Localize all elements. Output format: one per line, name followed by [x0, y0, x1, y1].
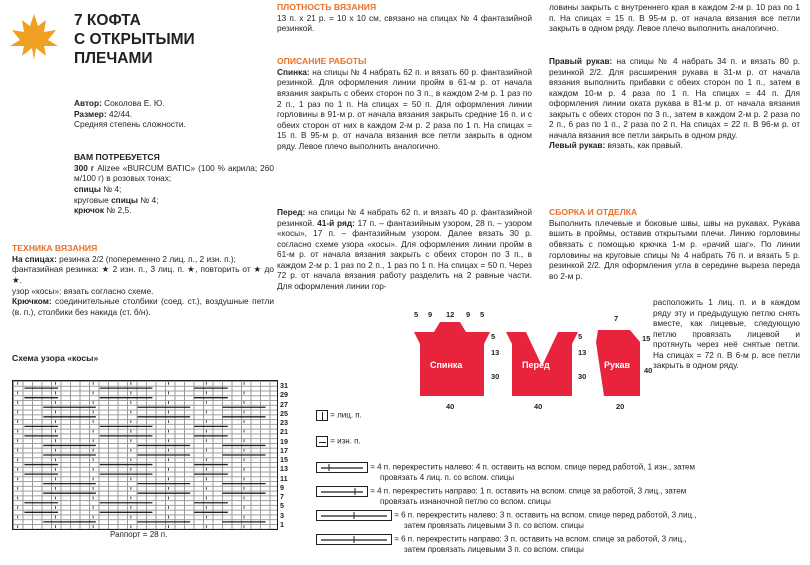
- front-dim-side-0: 5: [578, 332, 583, 341]
- legend-knit: = лиц. п.: [316, 410, 362, 421]
- back-dim-top-3: 9: [466, 310, 471, 319]
- chart-row-number: 9: [280, 482, 284, 492]
- braid-pattern-chart: [12, 380, 278, 530]
- back-label: Спинка: [430, 360, 463, 370]
- chart-row-number: 1: [280, 519, 284, 529]
- back-dim-side-1: 13: [491, 348, 500, 357]
- front-dim-side-2: 30: [578, 372, 587, 381]
- chart-row-number: 25: [280, 408, 288, 418]
- chart-row-number: 23: [280, 418, 288, 427]
- front-label: Перед: [522, 360, 550, 370]
- chart-row-number: 19: [280, 436, 288, 446]
- chart-row-number: 3: [280, 510, 284, 520]
- legend-purl: = изн. п.: [316, 436, 361, 447]
- back-dim-top-1: 9: [428, 310, 433, 319]
- materials-block: ВАМ ПОТРЕБУЕТСЯ 300 г Alizee «BURCUM BATIC» (100 % акрила; 260 м/100 г) в розовых тонах; спицы № 4; круговые спицы № 4; крючок № 2,5.: [74, 152, 274, 216]
- chart-repeat-label: Раппорт = 28 п.: [110, 530, 168, 539]
- front-dim-side-1: 13: [578, 348, 587, 357]
- col3-cont-block: ловины закрыть с внутреннего края в каждом 2-м р. 10 раз по 1 п. На спицах = 15 п. В 95-м р. от начала вязания все петли закрыть в одном ряду. Левое плечо выполнить аналогично.: [549, 2, 800, 34]
- chart-row-number: 29: [280, 390, 288, 400]
- cross-4-right-icon: [316, 486, 368, 497]
- sleeve-label: Рукав: [604, 360, 631, 370]
- gauge-block: ПЛОТНОСТЬ ВЯЗАНИЯ 13 п. х 21 р. = 10 х 10 см, связано на спицах № 4 фантазийной резинкой.: [277, 2, 532, 34]
- front-block: Перед: на спицы № 4 набрать 62 п. и вязать 40 р. фантазийной резинкой. 41-й ряд: 17 п. – фантазийным узором, 28 п. – узором «косы», 17 п. – фантазийным узором. Далее вязать 30 р. согласно схеме узора «косы». Для оформления линии пройм в 61-м р. от начала вязания закрыть с обеих сторон по 3 п., в каждом 2-м р. 1 раз по 2 п., 1 раз по 1 п. На спицах = 50 п. Через 72 р. от начала вязания работу разделить на 2 равные части. Для оформления линии гор-: [277, 207, 532, 291]
- meta-block: Автор: Соколова Е. Ю. Размер: 42/44. Средняя степень сложности.: [74, 98, 186, 130]
- right-sleeve-block: Правый рукав: на спицы № 4 набрать 34 п. и вязать 80 р. резинкой 2/2. Для расширения рукава в 31-м р. от начала вязания выполнить прибавки с обеих сторон по 1 п., затем в каждом 10-м р. 4 раза по 1 п. На спицах = 44 п. Для оформления линии оката рукава в 81-м р. от начала вязания закрыть с обеих сторон по 3 п., затем в каждом 2-м р. 2 раза по 2 п., 6 раз по 1 п., 2 раза по 2 п. На спицах = 22 п. В 96-м р. от начала вязания все петли закрыть в одном ряду. Левый рукав: вязать, как правый.: [549, 56, 800, 151]
- back-dim-side-2: 30: [491, 372, 500, 381]
- back-dim-top-4: 5: [480, 310, 485, 319]
- chart-row-number: 15: [280, 455, 288, 464]
- description-block: ОПИСАНИЕ РАБОТЫ Спинка: на спицы № 4 набрать 62 п. и вязать 60 р. фантазийной резинкой. Для оформления линии пройм в 61-м р. от начала вязания закрыть с обеих сторон по 3 п., в каждом 2-м р. 1 раз по 2 п., 1 раз по 1 п. На спицах = 50 п. Для оформления линии горловины в 91-м р. от начала вязания закрыть средние 16 п. и с обеих сторон от них в каждом 2-м р. 2 раза по 1 п. На спицах = 15 п. В 95-м р. от начала вязания все петли закрыть в одном ряду. Левое плечо выполнить аналогично.: [277, 56, 532, 151]
- chart-row-number: 7: [280, 492, 284, 501]
- knit-symbol-icon: [316, 410, 328, 421]
- chart-row-number: 21: [280, 427, 288, 437]
- back-dim-top-0: 5: [414, 310, 419, 319]
- cross-6-left-icon: [316, 510, 392, 521]
- chart-row-number: 27: [280, 399, 288, 409]
- assembly-cont-block: расположить 1 лиц. п. и в каждом ряду эту и предыдущую петлю снять вместе, как лицевые, следующую петлю провязать лицевой и протянуть через неё снятые петли. На спицах = 72 п. В 6-м р. все петли закрыть в одном ряду.: [653, 297, 800, 371]
- chart-row-number: 17: [280, 445, 288, 455]
- garment-schematic: [400, 308, 653, 420]
- sleeve-dim-side-0: 15: [642, 334, 651, 343]
- chart-row-number: 31: [280, 381, 288, 390]
- back-piece-shape: [414, 322, 490, 396]
- legend-c6-left: = 6 п. перекрестить налево: 3 п. оставить на вспом. спице перед работой, 3 лиц., затем провязать лицевыми 3 п. со вспом. спицы: [316, 510, 806, 531]
- chart-row-number: 13: [280, 464, 288, 474]
- sleeve-dim-width: 20: [616, 402, 625, 411]
- purl-symbol-icon: [316, 436, 328, 447]
- chart-row-number: 5: [280, 501, 284, 511]
- maple-leaf-icon: [8, 12, 60, 62]
- legend-c6-right: = 6 п. перекрестить направо: 3 п. оставить на вспом. спице за работой, 3 лиц., затем провязать лицевыми 3 п. со вспом. спицы: [316, 534, 806, 555]
- assembly-block: СБОРКА И ОТДЕЛКА Выполнить плечевые и боковые швы, швы на рукавах. Рукава вшить в проймы, оставив открытыми плечи. Линию горловины обвязать с помощью крючка 1-м р. «рачий шаг». По линии горловины на круговые спицы № 4 набрать 76 п. и вязать 5 р. резинкой 2/2. Для оформления угла в середине выреза переда во 2-м р.: [549, 207, 800, 281]
- back-dim-side-0: 5: [491, 332, 496, 341]
- front-dim-width: 40: [534, 402, 543, 411]
- legend-c4-left: = 4 п. перекрестить налево: 4 п. оставить на вспом. спице перед работой, 1 изн., затем провязать 4 лиц. п. со вспом. спицы: [316, 462, 806, 483]
- back-dim-top-2: 12: [446, 310, 455, 319]
- cross-6-right-icon: [316, 534, 392, 545]
- chart-heading: Схема узора «косы»: [12, 353, 99, 363]
- legend-c4-right: = 4 п. перекрестить направо: 1 п. оставить на вспом. спице за работой, 3 лиц., затем провязать изнаночной петлю со вспом. спицы: [316, 486, 806, 507]
- chart-row-number: 11: [280, 473, 288, 483]
- sleeve-dim-top: 7: [614, 314, 619, 323]
- page-title: 7 КОФТА С ОТКРЫТЫМИ ПЛЕЧАМИ: [74, 12, 195, 67]
- cross-4-left-icon: [316, 462, 368, 473]
- back-dim-width: 40: [446, 402, 455, 411]
- technique-block: ТЕХНИКА ВЯЗАНИЯ На спицах: резинка 2/2 (попеременно 2 лиц. п., 2 изн. п.); фантазийная резинка: ★ 2 изн. п., 3 лиц. п. ★, повторить от ★ до ★. узор «косы»: вязать согласно схеме. Крючком: соединительные столбики (соед. ст.), воздушные петли (в. п.), столбики без накида (ст. б/н).: [12, 243, 274, 317]
- sleeve-dim-side-1: 40: [644, 366, 653, 375]
